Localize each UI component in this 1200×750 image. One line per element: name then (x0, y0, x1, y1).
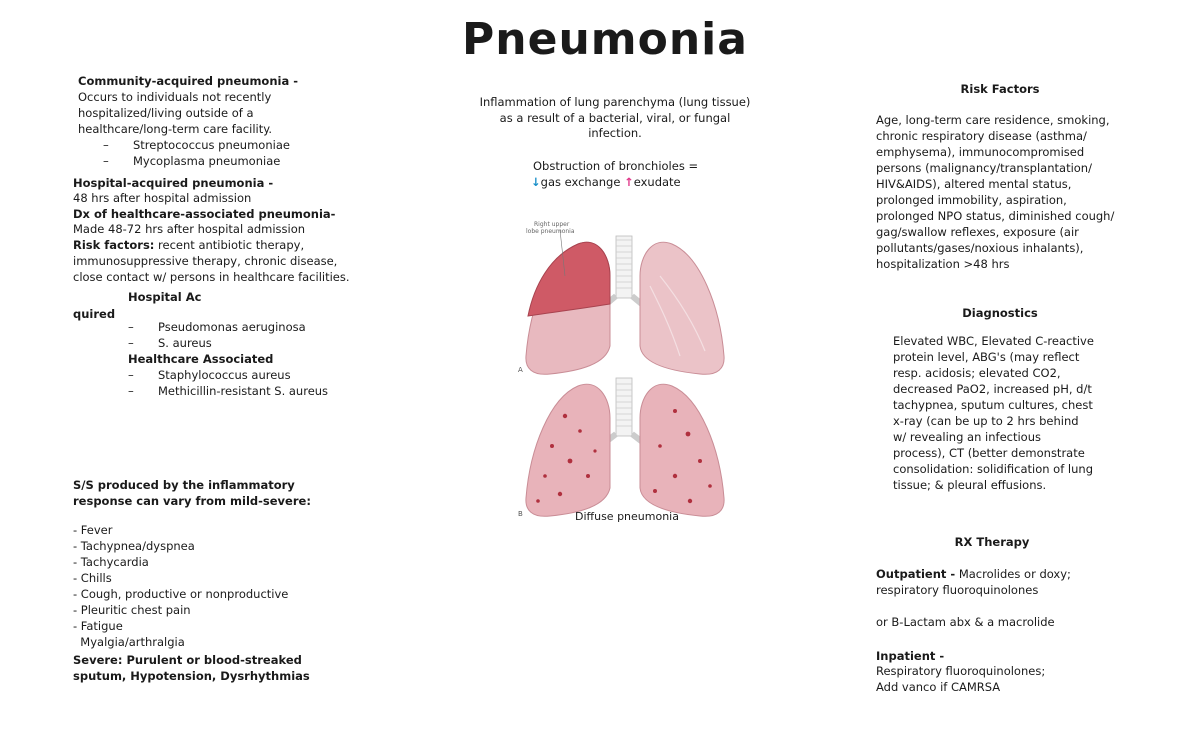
risk-factors-line-3: close contact w/ persons in healthcare facilities. (73, 270, 350, 284)
cap-desc-line-2: hospitalized/living outside of a (78, 106, 254, 120)
cap-organism-item: – Mycoplasma pneumoniae (103, 154, 281, 168)
hap-heading: Hospital-acquired pneumonia - (73, 176, 274, 190)
inpatient-line: Respiratory fluoroquinolones; (876, 664, 1046, 678)
lung-illustration (510, 216, 740, 526)
risk-text-line: HIV&AIDS), altered mental status, (876, 177, 1072, 191)
trachea-a (616, 236, 632, 298)
diag-text-line: tissue; & pleural effusions. (893, 478, 1047, 492)
cap-heading: Community-acquired pneumonia - (78, 74, 298, 88)
cap-desc-line-3: healthcare/long-term care facility. (78, 122, 273, 136)
outpatient-label: Outpatient - (876, 567, 956, 581)
risk-text-line: prolonged immobility, aspiration, (876, 193, 1067, 207)
page-title: Pneumonia (462, 14, 748, 65)
inpatient-line: Add vanco if CAMRSA (876, 680, 1001, 694)
risk-factors-label: Risk factors: (73, 238, 155, 252)
severe-line-2: sputum, Hypotension, Dysrhythmias (73, 669, 310, 683)
risk-text-line: Age, long-term care residence, smoking, (876, 113, 1110, 127)
ss-list-item: - Tachypnea/dyspnea (73, 539, 195, 553)
hc-assoc-organism-item: – Staphylococcus aureus (128, 368, 291, 382)
diag-text-line: consolidation: solidification of lung (893, 462, 1093, 476)
risk-text-line: emphysema), immunocompromised (876, 145, 1085, 159)
obstruction-text: Obstruction of bronchioles = (533, 159, 699, 173)
figure-a-label-line-1: Right upper (534, 221, 570, 228)
diag-text-line: tachypnea, sputum cultures, chest (893, 398, 1093, 412)
risk-text-line: prolonged NPO status, diminished cough/ (876, 209, 1115, 223)
cap-organism-item: – Streptococcus pneumoniae (103, 138, 290, 152)
figure-b-caption: Diffuse pneumonia (575, 510, 679, 523)
down-arrow-icon: ↓ (531, 175, 541, 189)
diag-text-line: resp. acidosis; elevated CO2, (893, 366, 1061, 380)
risk-text-line: pollutants/gases/noxious inhalants), (876, 241, 1084, 255)
diagnostics-heading: Diagnostics (962, 306, 1038, 320)
ss-list-item: - Cough, productive or nonproductive (73, 587, 289, 601)
risk-text-line: chronic respiratory disease (asthma/ (876, 129, 1087, 143)
diag-text-line: Elevated WBC, Elevated C-reactive (893, 334, 1094, 348)
figure-a-label-line-2: lobe pneumonia (526, 228, 575, 235)
outpatient-line-2: respiratory fluoroquinolones (876, 583, 1039, 597)
gas-exchange-line: ↓gas exchange ↑exudate (531, 175, 681, 189)
hosp-acq-heading-2: quired (73, 307, 116, 321)
ss-list-item: Myalgia/arthralgia (73, 635, 185, 649)
hcap-desc: Made 48-72 hrs after hospital admission (73, 222, 306, 236)
ss-heading-line-1: S/S produced by the inflammatory (73, 478, 295, 492)
hosp-acq-organism-item: – Pseudomonas aeruginosa (128, 320, 306, 334)
figure-a-letter: A (518, 366, 523, 374)
diag-text-line: decreased PaO2, increased pH, d/t (893, 382, 1092, 396)
hosp-acq-heading-1: Hospital Ac (128, 290, 202, 304)
left-lung-a (640, 242, 724, 374)
hap-desc: 48 hrs after hospital admission (73, 191, 252, 205)
risk-factors-line-2: immunosuppressive therapy, chronic disease, (73, 254, 338, 268)
hc-assoc-heading: Healthcare Associated (128, 352, 274, 366)
cap-desc-line-1: Occurs to individuals not recently (78, 90, 272, 104)
risk-factors-heading: Risk Factors (960, 82, 1040, 96)
definition-line-2: as a result of a bacterial, viral, or fungal (499, 111, 731, 125)
ss-list-item: - Tachycardia (73, 555, 149, 569)
hc-assoc-organism-item: – Methicillin-resistant S. aureus (128, 384, 329, 398)
risk-factors-line-1: Risk factors: recent antibiotic therapy, (73, 238, 305, 252)
right-lung-b (526, 384, 610, 516)
consolidated-upper-lobe (528, 242, 610, 316)
hcap-heading: Dx of healthcare-associated pneumonia- (73, 207, 336, 221)
ss-list-item: - Chills (73, 571, 112, 585)
ss-list-item: - Fever (73, 523, 113, 537)
definition-line-3: infection. (588, 126, 642, 140)
figure-b-letter: B (518, 510, 523, 518)
ss-list-item: - Fatigue (73, 619, 123, 633)
diag-text-line: x-ray (can be up to 2 hrs behind (893, 414, 1079, 428)
severe-line-1: Severe: Purulent or blood-streaked (73, 653, 302, 667)
risk-text-line: persons (malignancy/transplantation/ (876, 161, 1092, 175)
left-lung-b (640, 384, 724, 516)
up-arrow-icon: ↑ (624, 175, 634, 189)
rx-therapy-heading: RX Therapy (954, 535, 1030, 549)
hosp-acq-organism-item: – S. aureus (128, 336, 212, 350)
diag-text-line: process), CT (better demonstrate (893, 446, 1085, 460)
outpatient-line: Outpatient - Macrolides or doxy; (876, 567, 1071, 581)
ss-list-item: - Pleuritic chest pain (73, 603, 191, 617)
diag-text-line: w/ revealing an infectious (893, 430, 1041, 444)
diag-text-line: protein level, ABG's (may reflect (893, 350, 1080, 364)
ss-heading-line-2: response can vary from mild-severe: (73, 494, 311, 508)
outpatient-alt: or B-Lactam abx & a macrolide (876, 615, 1055, 629)
risk-text-line: hospitalization >48 hrs (876, 257, 1010, 271)
definition-line-1: Inflammation of lung parenchyma (lung tissue) (479, 95, 751, 109)
risk-text-line: gag/swallow reflexes, exposure (air (876, 225, 1079, 239)
inpatient-label: Inpatient - (876, 649, 945, 663)
lungs-figure-a (518, 221, 724, 374)
lungs-figure-b (518, 378, 724, 518)
